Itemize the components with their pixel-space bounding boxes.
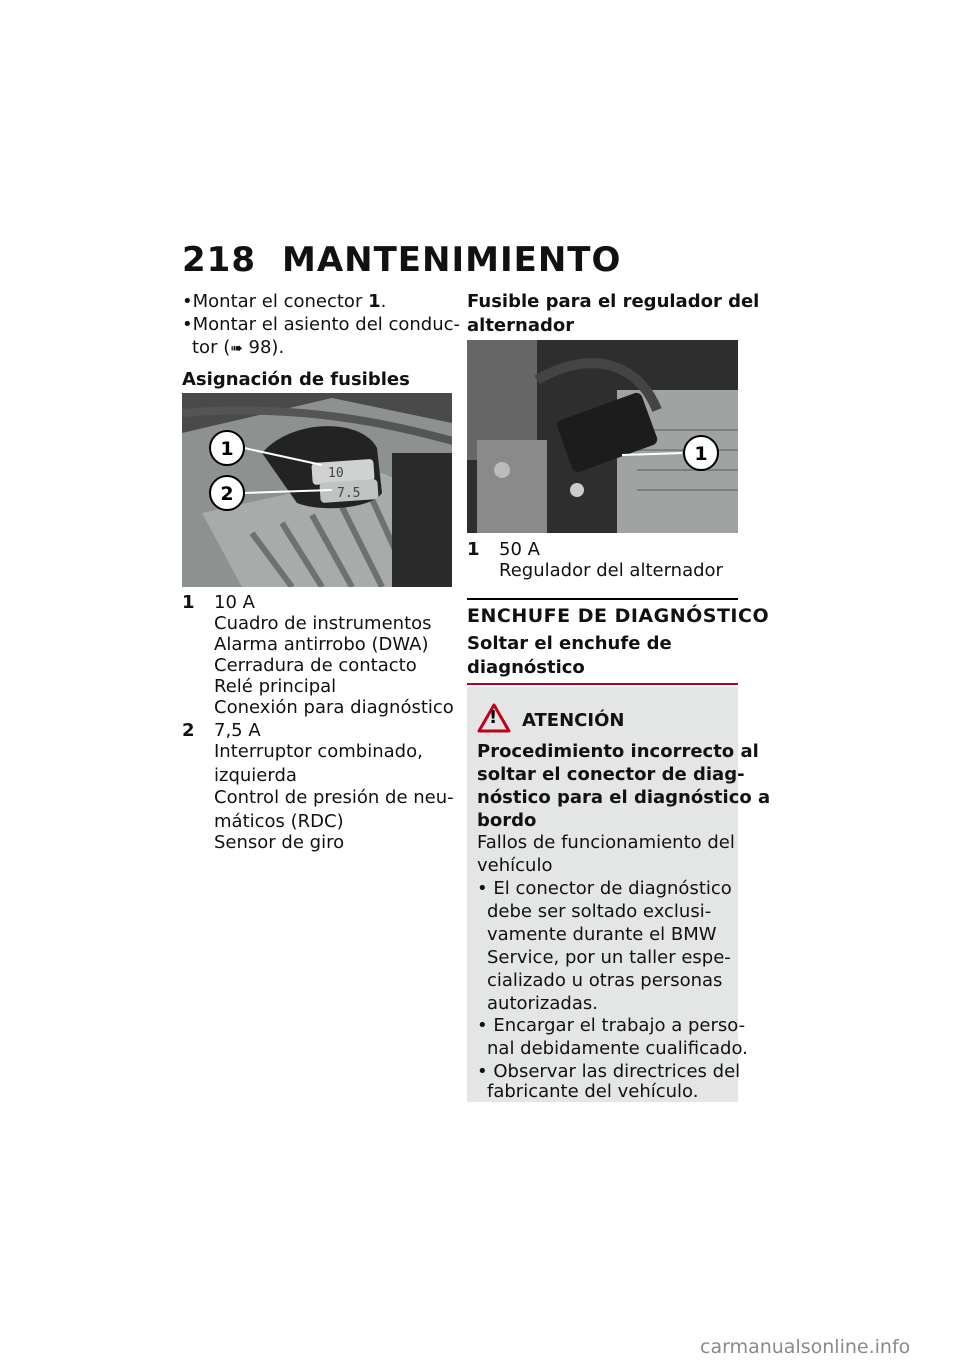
bullet-mount-seat-line2: tor (➠ 98).	[192, 337, 285, 358]
section-title-fuse-assignment: Asignación de fusibles	[182, 369, 410, 390]
section-divider	[467, 598, 738, 600]
legend-line: 10 A	[214, 592, 255, 613]
legend-number: 1	[467, 539, 480, 560]
legend-line: Control de presión de neu-	[214, 787, 454, 808]
warning-bullet-line: Service, por un taller espe-	[487, 947, 731, 968]
bullet-mount-seat: •Montar el asiento del conduc-	[182, 314, 461, 335]
legend-line: 50 A	[499, 539, 540, 560]
warning-title-line: soltar el conector de diag-	[477, 764, 745, 785]
legend-line: izquierda	[214, 765, 297, 786]
fuse-box-photo	[182, 393, 452, 587]
regulator-legend	[467, 539, 738, 585]
subheading-line1: Soltar el enchufe de	[467, 633, 672, 654]
fuse-regulator-title-line2: alternador	[467, 315, 575, 336]
legend-line: Alarma antirrobo (DWA)	[214, 634, 429, 655]
warning-body-line: Fallos de funcionamiento del	[477, 832, 735, 853]
svg-text:2: 2	[220, 483, 234, 505]
subheading-line2: diagnóstico	[467, 657, 585, 678]
chapter-title: MANTENIMIENTO	[282, 240, 622, 280]
warning-label: ATENCIÓN	[522, 710, 625, 731]
fuse-legend	[182, 592, 452, 862]
regulator-photo	[467, 340, 738, 533]
page-header	[182, 240, 621, 280]
warning-title-line: Procedimiento incorrecto al	[477, 741, 759, 762]
warning-body-line: vehículo	[477, 855, 553, 876]
warning-bullet-3: • Observar las directrices del	[477, 1061, 741, 1082]
warning-bullet-line: nal debidamente cualificado.	[487, 1038, 748, 1059]
page-number: 218	[182, 240, 256, 280]
legend-line: Conexión para diagnóstico	[214, 697, 454, 718]
fuse-label-7-5: 7.5	[337, 486, 361, 501]
fuse-assignment-figure	[182, 393, 452, 587]
bullet-mount-connector: •Montar el conector 1.	[182, 291, 387, 312]
legend-line: Cerradura de contacto	[214, 655, 417, 676]
warning-bullet-line: autorizadas.	[487, 993, 598, 1014]
legend-line: Regulador del alternador	[499, 560, 723, 581]
warning-bullet-line: vamente durante el BMW	[487, 924, 717, 945]
warning-bullet-line: debe ser soltado exclusi-	[487, 901, 712, 922]
fuse-label-10: 10	[328, 466, 344, 481]
legend-line: Cuadro de instrumentos	[214, 613, 432, 634]
page-reference-arrow-icon[interactable]: ➠	[230, 339, 243, 357]
warning-bullet-1: • El conector de diagnóstico	[477, 878, 732, 899]
legend-line: Relé principal	[214, 676, 337, 697]
footer-watermark: carmanualsonline.info	[700, 1336, 911, 1358]
warning-bullet-2: • Encargar el trabajo a perso-	[477, 1015, 746, 1036]
warning-bullet-line: cializado u otras personas	[487, 970, 723, 991]
svg-text:1: 1	[220, 438, 234, 460]
legend-line: Sensor de giro	[214, 832, 345, 853]
fuse-regulator-title-line1: Fusible para el regulador del	[467, 291, 760, 312]
warning-exclamation: !	[489, 707, 498, 728]
warning-title-line: nóstico para el diagnóstico a	[477, 787, 771, 808]
warning-title-line: bordo	[477, 810, 537, 831]
legend-line: Interruptor combinado,	[214, 741, 423, 762]
warning-bullet-line: fabricante del vehículo.	[487, 1081, 699, 1102]
legend-number: 1	[182, 592, 195, 613]
warning-top-rule	[467, 683, 738, 685]
legend-number: 2	[182, 720, 195, 741]
svg-text:1: 1	[694, 443, 708, 465]
warning-box	[467, 687, 771, 1102]
alternator-regulator-figure	[467, 340, 738, 533]
section-heading-diagnostic-plug: ENCHUFE DE DIAGNÓSTICO	[467, 605, 770, 627]
legend-line: 7,5 A	[214, 720, 261, 741]
legend-line: máticos (RDC)	[214, 811, 344, 832]
